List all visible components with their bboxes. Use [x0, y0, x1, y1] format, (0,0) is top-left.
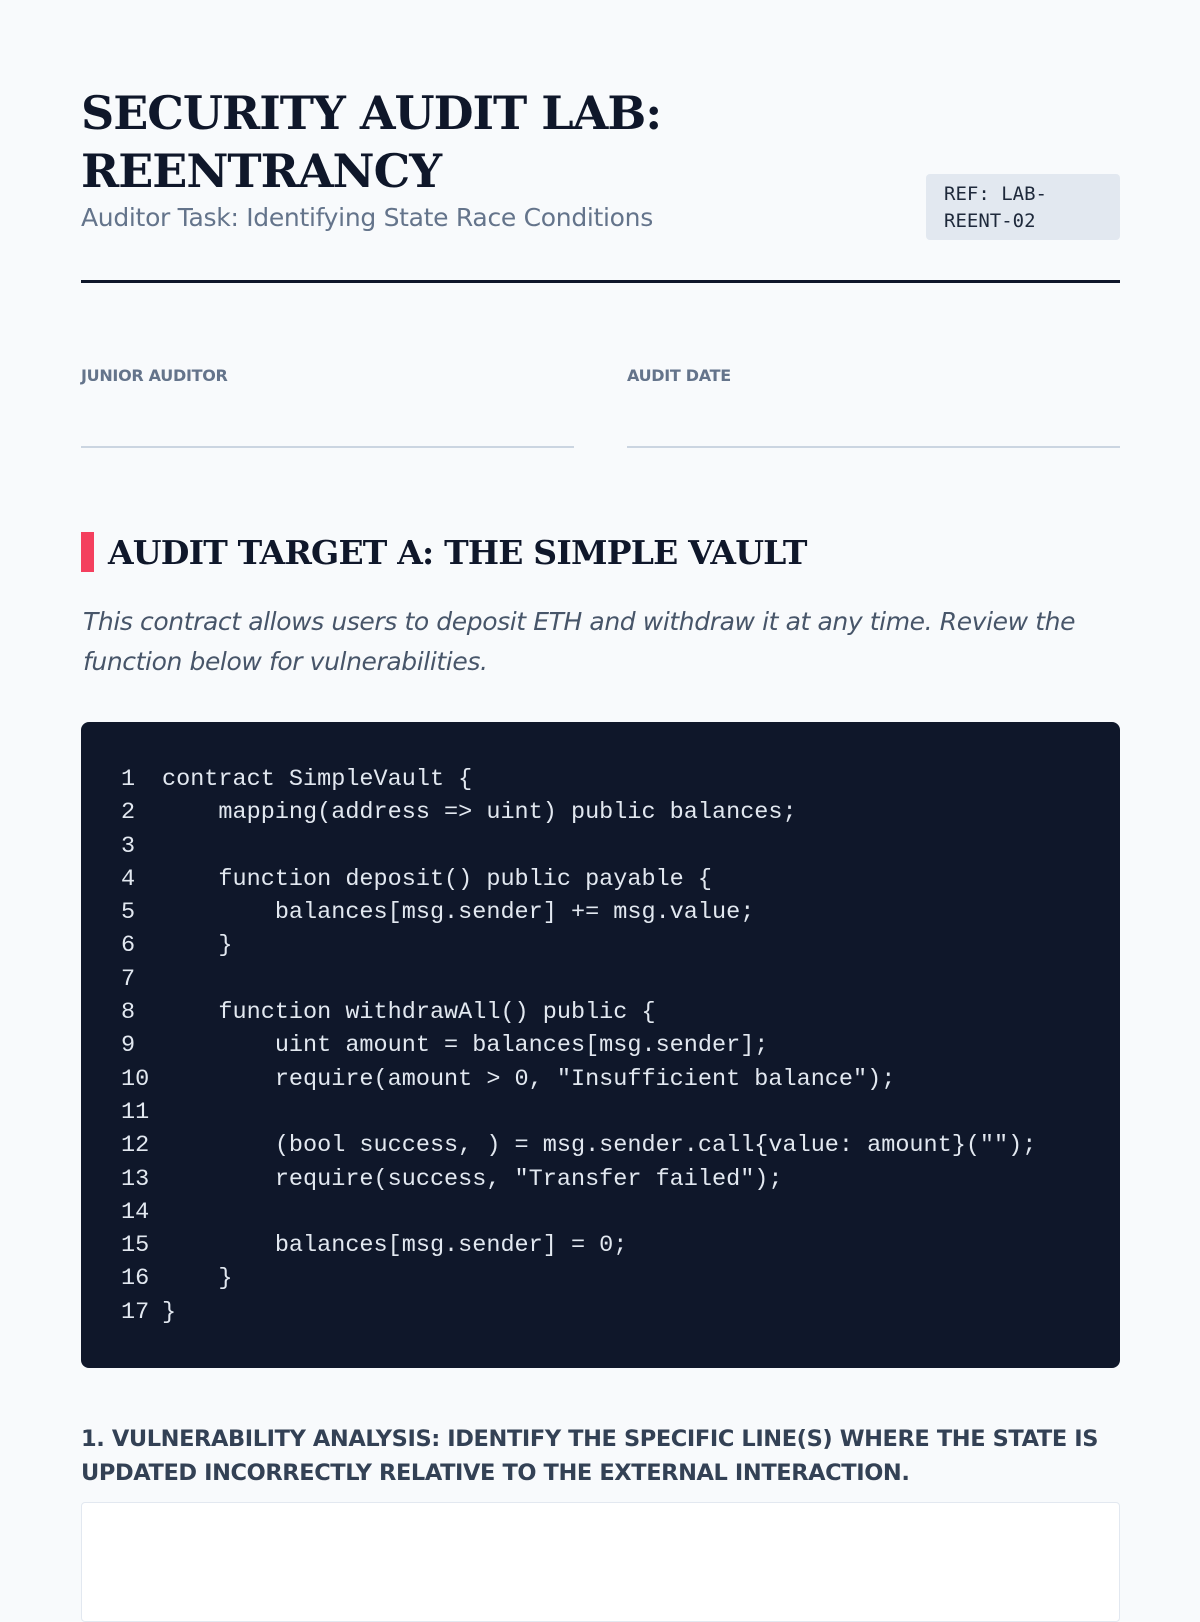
header: [81, 84, 1120, 284]
line-code: (bool success, ) = msg.sender.call{value: amount}("");: [162, 1132, 1037, 1160]
code-line: [81, 1262, 1120, 1295]
question-1-answer-box[interactable]: [81, 1502, 1120, 1622]
line-number: 5: [121, 899, 136, 927]
line-number: 7: [121, 965, 136, 993]
page-subtitle: Auditor Task: Identifying State Race Conditions: [81, 203, 653, 232]
line-code: contract SimpleVault {: [162, 766, 473, 793]
code-line: [81, 830, 1120, 863]
line-number: 13: [121, 1165, 150, 1193]
header-divider: [81, 280, 1120, 283]
line-number: 6: [121, 932, 136, 960]
line-number: 11: [121, 1098, 150, 1126]
line-code: }: [162, 932, 233, 960]
section-accent-bar: [81, 532, 94, 572]
line-code: mapping(address => uint) public balances;: [162, 799, 797, 827]
line-number: 1: [121, 766, 136, 793]
line-number: 3: [121, 832, 136, 860]
code-line: [81, 963, 1120, 996]
code-line: [81, 796, 1120, 829]
code-line: [81, 1196, 1120, 1229]
code-line: [81, 929, 1120, 962]
code-line: [81, 763, 1120, 796]
code-block: [81, 722, 1120, 1368]
code-line: [81, 1063, 1120, 1096]
line-code: balances[msg.sender] = 0;: [162, 1232, 628, 1260]
code-line: [81, 1129, 1120, 1162]
junior-auditor-label: JUNIOR AUDITOR: [81, 366, 228, 385]
line-number: 16: [121, 1265, 150, 1293]
line-number: 12: [121, 1132, 150, 1160]
code-line: [81, 1163, 1120, 1196]
junior-auditor-field[interactable]: [81, 366, 574, 385]
line-number: 8: [121, 999, 136, 1027]
section-heading: [81, 532, 807, 572]
line-code: require(success, "Transfer failed");: [162, 1165, 783, 1193]
code-line: [81, 1296, 1120, 1329]
code-line: [81, 1029, 1120, 1062]
code-line: [81, 1229, 1120, 1262]
line-number: 15: [121, 1232, 150, 1260]
page-title: SECURITY AUDIT LAB: REENTRANCY: [81, 86, 662, 198]
line-number: 17: [121, 1298, 150, 1326]
code-line: [81, 996, 1120, 1029]
audit-date-input-line[interactable]: [627, 446, 1120, 448]
line-code: }: [162, 1265, 233, 1293]
code-line: [81, 1096, 1120, 1129]
section-title: AUDIT TARGET A: THE SIMPLE VAULT: [108, 532, 807, 572]
reference-badge: REF: LAB-REENT-02: [926, 174, 1120, 240]
line-number: 4: [121, 865, 136, 893]
line-code: uint amount = balances[msg.sender];: [162, 1032, 769, 1060]
line-number: 2: [121, 799, 136, 827]
line-code: balances[msg.sender] += msg.value;: [162, 899, 755, 927]
line-number: 9: [121, 1032, 136, 1060]
junior-auditor-input-line[interactable]: [81, 446, 574, 448]
audit-date-label: AUDIT DATE: [627, 366, 731, 385]
code-line: [81, 863, 1120, 896]
section-intro: This contract allows users to deposit ETH and withdraw it at any time. Review the function below for vulnerabilities.: [83, 607, 1076, 676]
line-code: require(amount > 0, "Insufficient balance");: [162, 1065, 896, 1093]
question-1-prompt: 1. VULNERABILITY ANALYSIS: IDENTIFY THE SPECIFIC LINE(S) WHERE THE STATE IS UPDATED INCORRECTLY RELATIVE TO THE EXTERNAL INTERACTION.: [81, 1426, 1099, 1486]
line-number: 14: [121, 1198, 150, 1226]
line-code: function withdrawAll() public {: [162, 999, 656, 1027]
lab-worksheet: [81, 0, 1120, 1600]
line-code: }: [162, 1298, 177, 1326]
code-line: [81, 896, 1120, 929]
line-code: function deposit() public payable {: [162, 865, 712, 893]
line-number: 10: [121, 1065, 150, 1093]
audit-date-field[interactable]: [627, 366, 1120, 385]
